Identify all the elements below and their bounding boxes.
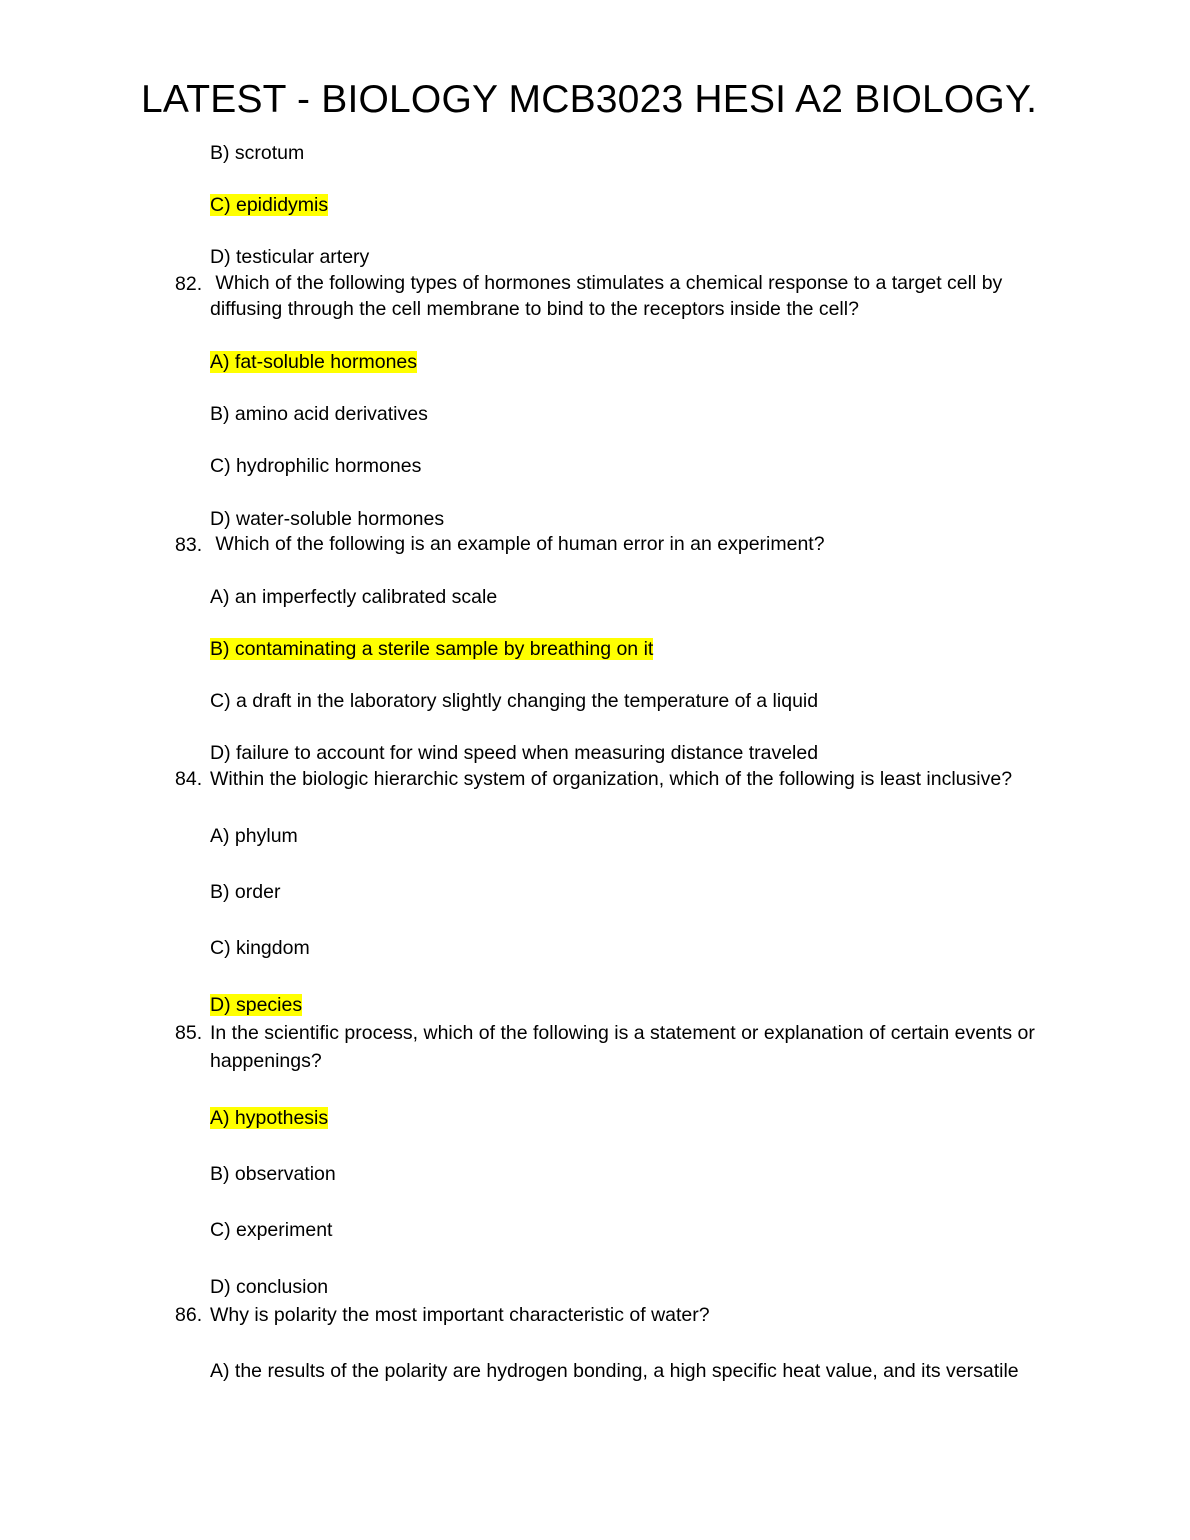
question-number: 83. (175, 534, 203, 556)
question-text: Which of the following types of hormones stimulates a chemical response to a target cell by (210, 272, 1003, 294)
question-number: 82. (175, 273, 203, 295)
option-text: C) a draft in the laboratory slightly changing the temperature of a liquid (210, 690, 819, 712)
question-number: 85. (175, 1022, 203, 1044)
option-text: D) water-soluble hormones (210, 508, 445, 530)
option-text: C) hydrophilic hormones (210, 455, 422, 477)
question-text: Why is polarity the most important characteristic of water? (210, 1304, 710, 1326)
highlighted-answer: A) hypothesis (210, 1107, 329, 1129)
option-text: C) experiment (210, 1219, 333, 1241)
highlighted-answer: A) fat-soluble hormones (210, 351, 418, 373)
option-text: A) the results of the polarity are hydrogen bonding, a high specific heat value, and its versatile (210, 1360, 1019, 1382)
option-text: A) an imperfectly calibrated scale (210, 586, 498, 608)
page-title: LATEST - BIOLOGY MCB3023 HESI A2 BIOLOGY. (141, 78, 1038, 121)
question-text: Which of the following is an example of human error in an experiment? (210, 533, 825, 555)
option-text: B) observation (210, 1163, 336, 1185)
question-text: Within the biologic hierarchic system of organization, which of the following is least inclusive? (210, 768, 1013, 790)
question-text: In the scientific process, which of the following is a statement or explanation of certain events or (210, 1022, 1035, 1044)
option-text: B) order (210, 881, 281, 903)
option-text: A) phylum (210, 825, 298, 847)
question-number: 84. (175, 768, 203, 790)
option-text: D) failure to account for wind speed when measuring distance traveled (210, 742, 819, 764)
highlighted-answer: C) epididymis (210, 194, 329, 216)
question-number: 86. (175, 1304, 203, 1326)
highlighted-answer: D) species (210, 994, 303, 1016)
option-text: D) conclusion (210, 1276, 329, 1298)
option-text: B) scrotum (210, 142, 305, 164)
option-text: C) kingdom (210, 937, 310, 959)
option-text: B) amino acid derivatives (210, 403, 428, 425)
option-text: D) testicular artery (210, 246, 370, 268)
highlighted-answer: B) contaminating a sterile sample by breathing on it (210, 638, 654, 660)
question-text: diffusing through the cell membrane to bind to the receptors inside the cell? (210, 298, 859, 320)
question-text: happenings? (210, 1050, 322, 1072)
